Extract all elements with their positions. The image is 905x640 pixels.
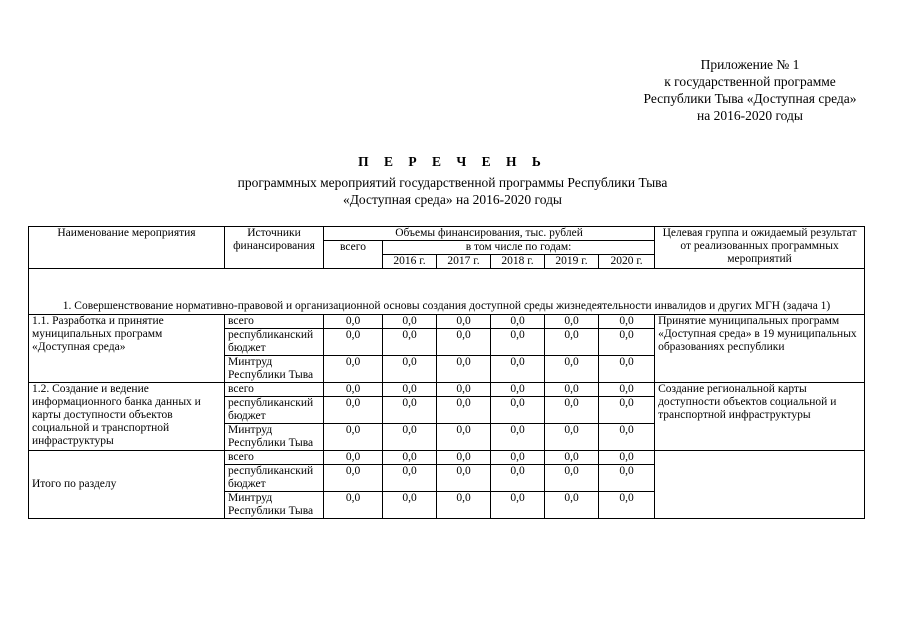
value-cell: 0,0 xyxy=(599,424,655,451)
value-cell: 0,0 xyxy=(324,356,383,383)
value-cell: 0,0 xyxy=(599,356,655,383)
value-cell: 0,0 xyxy=(437,356,491,383)
value-cell: 0,0 xyxy=(383,356,437,383)
document-subtitle-line-1: программных мероприятий государственной программы Республики Тыва xyxy=(237,175,668,190)
header-year-2019: 2019 г. xyxy=(545,255,599,269)
value-cell: 0,0 xyxy=(545,329,599,356)
value-cell: 0,0 xyxy=(491,329,545,356)
value-cell: 0,0 xyxy=(383,397,437,424)
item-target xyxy=(655,451,865,519)
value-cell: 0,0 xyxy=(599,465,655,492)
header-volumes: Объемы финансирования, тыс. рублей xyxy=(324,227,655,241)
header-total: всего xyxy=(324,241,383,269)
value-cell: 0,0 xyxy=(599,315,655,329)
header-year-2016: 2016 г. xyxy=(383,255,437,269)
value-cell: 0,0 xyxy=(324,397,383,424)
value-cell: 0,0 xyxy=(491,315,545,329)
value-cell: 0,0 xyxy=(324,424,383,451)
item-source: Минтруд Республики Тыва xyxy=(225,492,324,519)
value-cell: 0,0 xyxy=(437,383,491,397)
section-title: 1. Совершенствование нормативно-правовой и организационной основы создания доступной среды жизнедеятельности инвалидов и других МГН (задача 1) xyxy=(29,269,865,315)
value-cell: 0,0 xyxy=(545,451,599,465)
value-cell: 0,0 xyxy=(545,397,599,424)
value-cell: 0,0 xyxy=(324,465,383,492)
value-cell: 0,0 xyxy=(383,465,437,492)
header-target: Целевая группа и ожидаемый результат от реализованных программных мероприятий xyxy=(655,227,865,269)
appendix-line-2: к государственной программе xyxy=(664,74,836,89)
value-cell: 0,0 xyxy=(491,465,545,492)
document-subtitle-line-2: «Доступная среда» на 2016-2020 годы xyxy=(342,192,563,207)
value-cell: 0,0 xyxy=(383,492,437,519)
item-source: республиканский бюджет xyxy=(225,397,324,424)
appendix-line-4: на 2016-2020 годы xyxy=(697,108,803,123)
value-cell: 0,0 xyxy=(545,465,599,492)
appendix-line-1: Приложение № 1 xyxy=(700,57,800,72)
item-target: Принятие муниципальных программ «Доступная среда» в 19 муниципальных образованиях республики xyxy=(655,315,865,383)
value-cell: 0,0 xyxy=(599,492,655,519)
value-cell: 0,0 xyxy=(545,424,599,451)
appendix-line-3: Республики Тыва «Доступная среда» xyxy=(643,91,857,106)
item-name: Итого по разделу xyxy=(29,451,225,519)
item-target: Создание региональной карты доступности объектов социальной и транспортной инфраструктуры xyxy=(655,383,865,451)
value-cell: 0,0 xyxy=(437,315,491,329)
value-cell: 0,0 xyxy=(599,329,655,356)
value-cell: 0,0 xyxy=(545,356,599,383)
header-by-years: в том числе по годам: xyxy=(383,241,655,255)
value-cell: 0,0 xyxy=(383,329,437,356)
value-cell: 0,0 xyxy=(437,451,491,465)
value-cell: 0,0 xyxy=(491,451,545,465)
value-cell: 0,0 xyxy=(599,397,655,424)
header-year-2020: 2020 г. xyxy=(599,255,655,269)
value-cell: 0,0 xyxy=(324,383,383,397)
value-cell: 0,0 xyxy=(437,424,491,451)
value-cell: 0,0 xyxy=(599,383,655,397)
value-cell: 0,0 xyxy=(383,315,437,329)
value-cell: 0,0 xyxy=(491,492,545,519)
item-source: всего xyxy=(225,315,324,329)
value-cell: 0,0 xyxy=(324,329,383,356)
value-cell: 0,0 xyxy=(545,492,599,519)
value-cell: 0,0 xyxy=(599,451,655,465)
value-cell: 0,0 xyxy=(324,451,383,465)
value-cell: 0,0 xyxy=(545,383,599,397)
header-source: Источники финансирования xyxy=(225,227,324,269)
header-year-2017: 2017 г. xyxy=(437,255,491,269)
value-cell: 0,0 xyxy=(491,383,545,397)
value-cell: 0,0 xyxy=(437,329,491,356)
value-cell: 0,0 xyxy=(491,397,545,424)
value-cell: 0,0 xyxy=(324,492,383,519)
item-name: 1.2. Создание и ведение информационного банка данных и карты доступности объектов социальной и транспортной инфраструктуры xyxy=(29,383,225,451)
value-cell: 0,0 xyxy=(545,315,599,329)
value-cell: 0,0 xyxy=(437,397,491,424)
document-title: П Е Р Е Ч Е Н Ь xyxy=(358,154,547,169)
value-cell: 0,0 xyxy=(491,356,545,383)
item-source: всего xyxy=(225,383,324,397)
header-year-2018: 2018 г. xyxy=(491,255,545,269)
appendix-heading xyxy=(600,56,900,124)
programme-table xyxy=(28,226,865,519)
item-source: Минтруд Республики Тыва xyxy=(225,356,324,383)
value-cell: 0,0 xyxy=(383,451,437,465)
item-name: 1.1. Разработка и принятие муниципальных программ «Доступная среда» xyxy=(29,315,225,383)
table-row xyxy=(29,451,865,465)
value-cell: 0,0 xyxy=(383,383,437,397)
value-cell: 0,0 xyxy=(437,465,491,492)
item-source: всего xyxy=(225,451,324,465)
item-source: республиканский бюджет xyxy=(225,329,324,356)
value-cell: 0,0 xyxy=(491,424,545,451)
value-cell: 0,0 xyxy=(383,424,437,451)
item-source: Минтруд Республики Тыва xyxy=(225,424,324,451)
table-row xyxy=(29,315,865,329)
item-source: республиканский бюджет xyxy=(225,465,324,492)
value-cell: 0,0 xyxy=(437,492,491,519)
value-cell: 0,0 xyxy=(324,315,383,329)
table-row xyxy=(29,383,865,397)
header-name: Наименование мероприятия xyxy=(29,227,225,269)
